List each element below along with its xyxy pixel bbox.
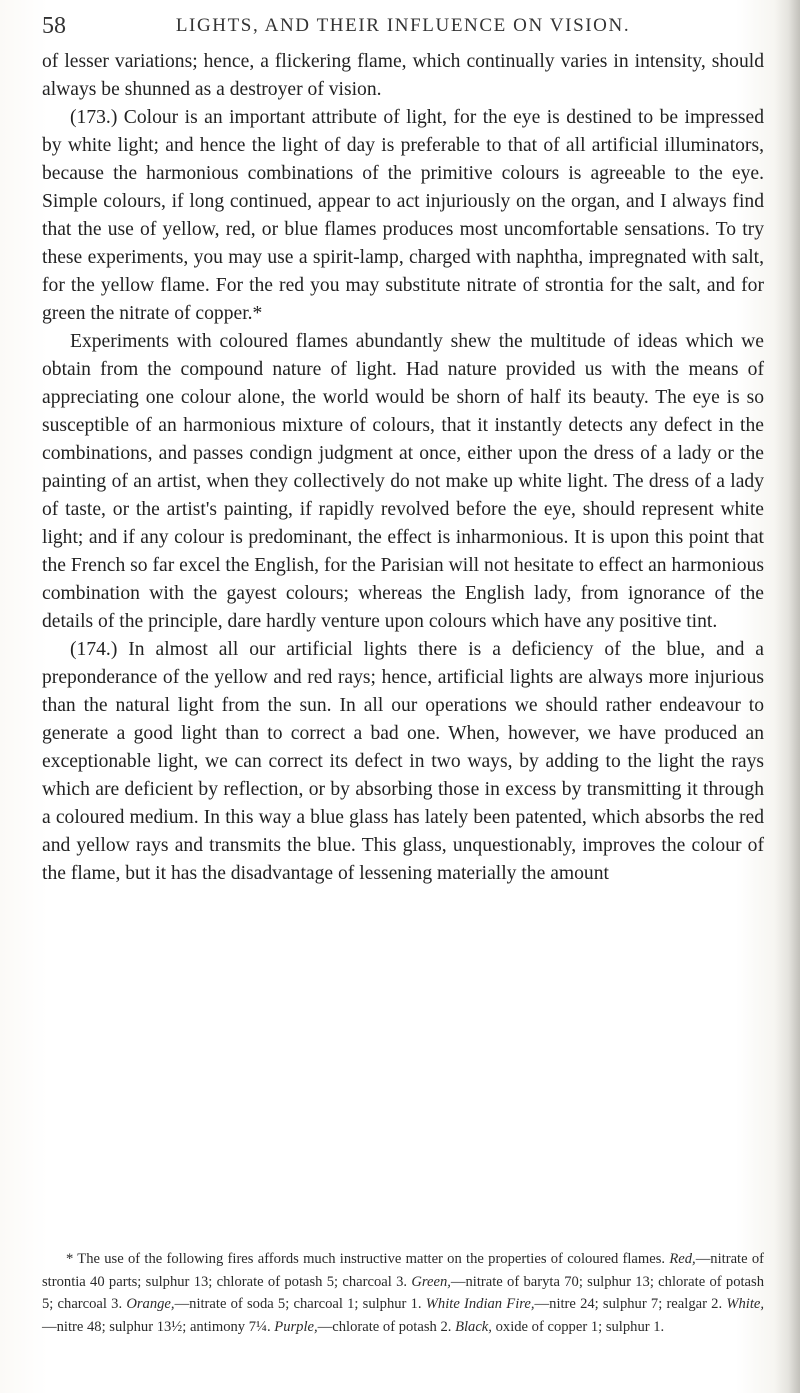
footnote-black-label: Black, xyxy=(455,1318,492,1335)
footnote xyxy=(42,1248,764,1338)
paragraph-continuation: of lesser variations; hence, a flickering flame, which continually varies in intensity, should always be shunned as a destroyer of vision. xyxy=(42,51,764,100)
footnote-white-indian-label: White Indian Fire, xyxy=(425,1296,535,1312)
footnote-green-text: —nitrate of baryta 70; sulphur 13; chlorate of potash 5; charcoal 3. xyxy=(42,1273,764,1312)
footnote-white-label: White, xyxy=(726,1296,765,1312)
main-text xyxy=(42,48,764,888)
footnote-orange-label: Orange, xyxy=(126,1296,175,1312)
running-header xyxy=(42,8,764,44)
page-number: 58 xyxy=(42,13,66,39)
footnote-purple-text: —chlorate of potash 2. xyxy=(317,1318,452,1335)
footnote-orange-text: —nitrate of soda 5; charcoal 1; sulphur 1. xyxy=(174,1296,422,1312)
footnote-intro: * The use of the following fires affords much instructive matter on the properties of coloured flames. xyxy=(66,1251,666,1267)
paragraph-173: (173.) Colour is an important attribute of light, for the eye is destined to be impressed by white light; and hence the light of day is preferable to that of all artificial illuminators, because the harmonious combinations of the primitive colours is agreeable to the eye. Simple colours, if long continued, appear to act injuriously on the organ, and I always find that the use of yellow, red, or blue flames produces most uncomfortable sensations. To try these experiments, you may use a spirit-lamp, charged with naphtha, impregnated with salt, for the yellow flame. For the red you may substitute nitrate of strontia for the salt, and for green the nitrate of copper.* xyxy=(42,107,764,324)
footnote-red-text: —nitrate of strontia 40 parts; sulphur 13; chlorate of potash 5; charcoal 3. xyxy=(42,1251,764,1290)
running-title: LIGHTS, AND THEIR INFLUENCE ON VISION. xyxy=(175,15,631,36)
page-edge-shadow xyxy=(774,0,800,1393)
paragraph-174: (174.) In almost all our artificial lights there is a deficiency of the blue, and a preponderance of the yellow and red rays; hence, artificial lights are always more injurious than the natural light from the sun. In all our operations we should rather endeavour to generate a good light than to correct a bad one. When, however, we have produced an exceptionable light, we can correct its defect in two ways, by adding to the light the rays which are deficient by reflection, or by absorbing those in excess by transmitting it through a coloured medium. In this way a blue glass has lately been patented, which absorbs the red and yellow rays and transmits the blue. This glass, unquestionably, improves the colour of the flame, but it has the disadvantage of lessening materially the amount xyxy=(42,639,764,884)
footnote-white-indian-text: —nitre 24; sulphur 7; realgar 2. xyxy=(534,1296,723,1312)
footnote-purple-label: Purple, xyxy=(274,1318,318,1335)
footnote-white-text: —nitre 48; sulphur 13½; antimony 7¼. xyxy=(42,1318,271,1335)
footnote-red-label: Red, xyxy=(669,1251,696,1267)
paragraph-coloured-flames: Experiments with coloured flames abundantly shew the multitude of ideas which we obtain from the compound nature of light. Had nature provided us with the means of appreciating one colour alone, the world would be shorn of half its beauty. The eye is so susceptible of an harmonious mixture of colours, that it instantly detects any defect in the combinations, and passes condign judgment at once, either upon the dress of a lady or the painting of an artist, when they collectively do not make up white light. The dress of a lady of taste, or the artist's painting, if rapidly revolved before the eye, should represent white light; and if any colour is predominant, the effect is inharmonious. It is upon this point that the French so far excel the English, for the Parisian will not hesitate to effect an harmonious combination with the gayest colours; whereas the English lady, from ignorance of the details of the principle, dare hardly venture upon colours which have any positive tint. xyxy=(42,331,764,632)
footnote-green-label: Green, xyxy=(411,1273,451,1290)
footnote-black-text: oxide of copper 1; sulphur 1. xyxy=(495,1318,665,1335)
